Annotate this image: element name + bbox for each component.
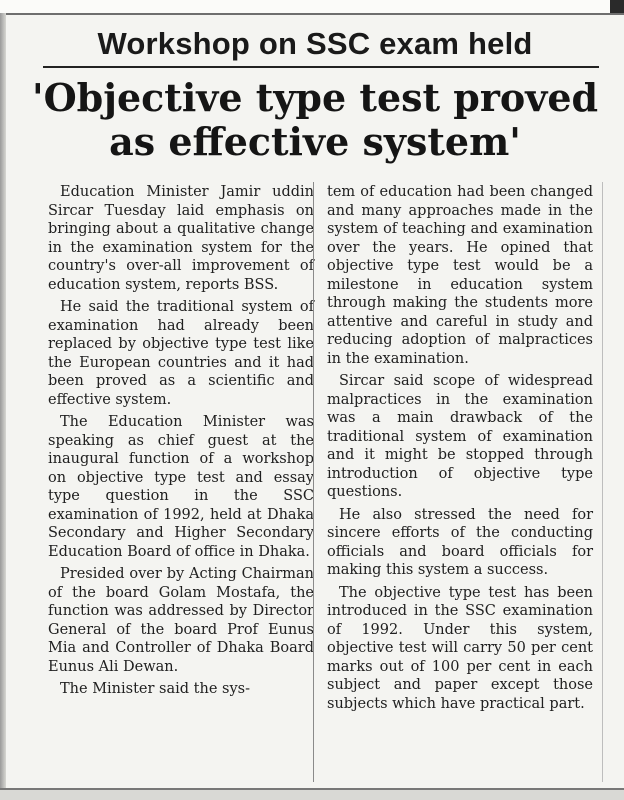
paragraph: Presided over by Acting Chairman of the board Golam Mostafa, the function was addressed by Director General of the board Prof Eunus Mia and Controller of Dhaka Board Eunus Ali Dewan.: [48, 566, 314, 675]
headline-line-2: as effective system': [109, 119, 521, 164]
page-corner-shadow: [610, 0, 624, 13]
page-bottom-edge: [0, 788, 624, 800]
paragraph: He also stressed the need for sincere efforts of the conducting officials and board officials for making this system a success.: [327, 506, 593, 578]
paragraph: tem of education had been changed and many approaches made in the system of teaching and examination over the years. He opined that objective type test would be a milestone in education system through making the students more attentive and careful in study and reducing adoption of malpractices in the examination.: [327, 184, 593, 367]
article-column-right: [327, 183, 593, 717]
article-column-left: [48, 183, 314, 703]
column-divider: [313, 182, 314, 782]
headline-line-1: 'Objective type test proved: [31, 75, 599, 120]
paragraph: The objective type test has been introduced in the SSC examination of 1992. Under this system, objective test will carry 50 per cent marks out of 100 per cent in each subject and paper except those subjects which have practical part.: [327, 584, 593, 712]
paragraph: He said the traditional system of examination had already been replaced by objective type test like the European countries and it had been proved as a scientific and effective system.: [48, 299, 314, 408]
paragraph: Sircar said scope of widespread malpractices in the examination was a main drawback of the traditional system of examination and it might be stopped through introduction of objective type questions.: [327, 373, 593, 500]
page-top-edge: [0, 0, 624, 15]
paragraph: The Education Minister was speaking as chief guest at the inaugural function of a workshop on objective type test and essay type question in the SSC examination of 1992, held at Dhaka Secondary and Higher Secondary Education Board of office in Dhaka.: [48, 414, 314, 560]
page-left-edge: [0, 13, 6, 800]
article-headline: [20, 76, 610, 164]
article-kicker: Workshop on SSC exam held: [97, 26, 533, 61]
column-right-rule: [602, 182, 603, 782]
paragraph: Education Minister Jamir uddin Sircar Tuesday laid emphasis on bringing about a qualitative change in the examination system for the country's over-all improvement of education system, reports BSS.: [48, 184, 314, 293]
kicker-underline: [43, 66, 599, 68]
paragraph: The Minister said the sys-: [60, 681, 250, 697]
